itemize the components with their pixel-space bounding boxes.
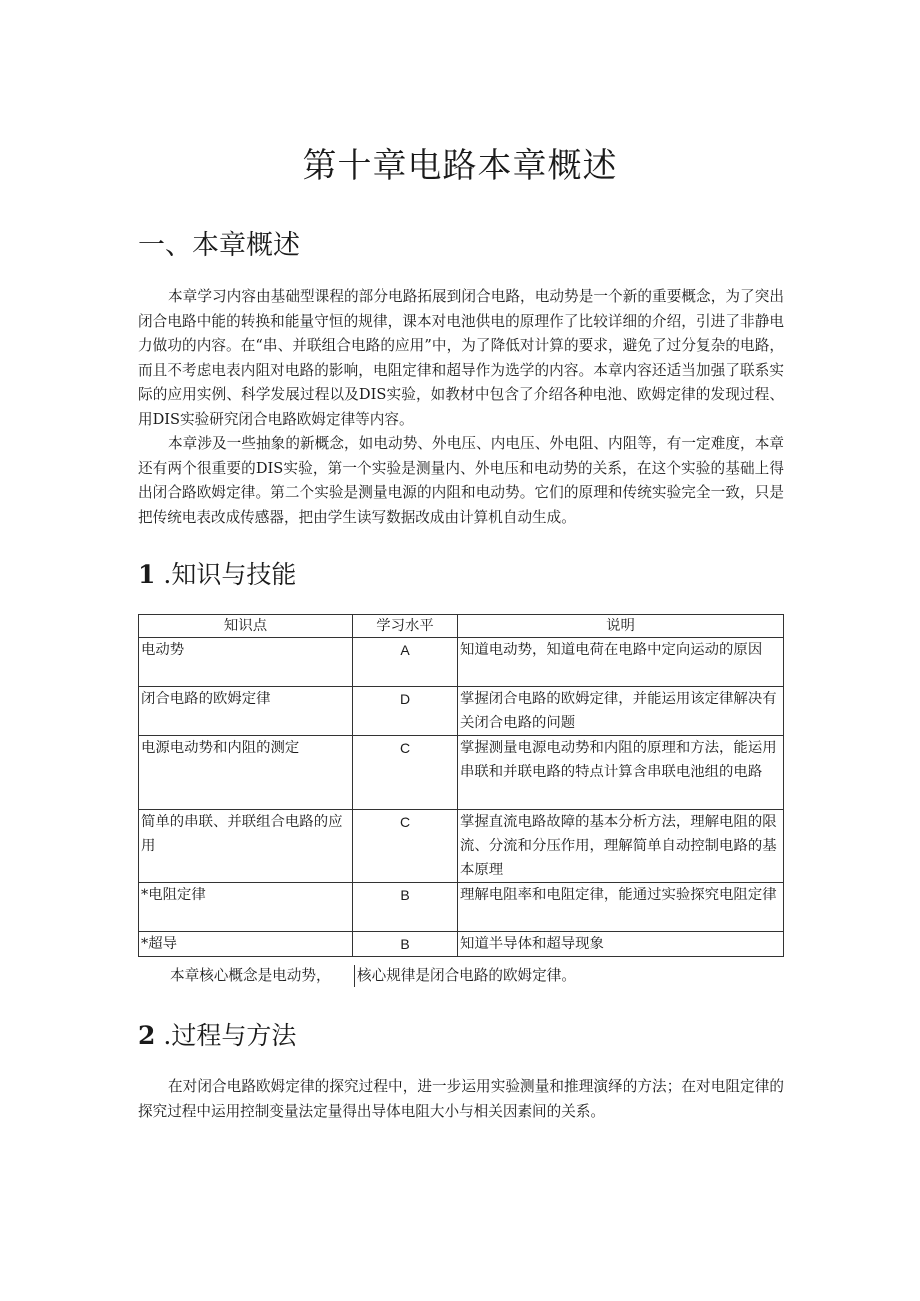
section-heading: 一、本章概述 [138, 230, 300, 261]
core-law-note: 核心规律是闭合电路的欧姆定律。 [357, 967, 576, 984]
cell-desc: 理解电阻率和电阻定律，能通过实验探究电阻定律 [458, 883, 784, 932]
overview-paragraph-2: 本章涉及一些抽象的新概念，如电动势、外电压、内电压、外电阻、内阻等，有一定难度，本章还有两个很重要的DIS实验，第一个实验是测量内、外电压和电动势的关系，在这个实验的基础上得出闭合路欧姆定律。第二个实验是测量电源的内阻和电动势。它们的原理和传统实验完全一致，只是把传统电表改成传感器，把由学生读写数据改成由计算机自动生成。 [138, 435, 784, 526]
cell-level: B [353, 883, 458, 932]
table-row [139, 687, 784, 736]
table-divider [354, 965, 355, 987]
cell-level: B [353, 932, 458, 957]
cell-desc: 掌握测量电源电动势和内阻的原理和方法，能运用串联和并联电路的特点计算含串联电池组的电路 [458, 736, 784, 810]
cell-level: A [353, 638, 458, 687]
subsection-title: .过程与方法 [163, 1021, 297, 1050]
header-knowledge-point: 知识点 [139, 615, 353, 638]
overview-paragraph-1: 本章学习内容由基础型课程的部分电路拓展到闭合电路，电动势是一个新的重要概念，为了突出闭合电路中能的转换和能量守恒的规律，课本对电池供电的原理作了比较详细的介绍，引进了非静电力做功的内容。在“串、并联组合电路的应用”中，为了降低对计算的要求，避免了过分复杂的电路，而且不考虑电表内阻对电路的影响，电阻定律和超导作为选学的内容。本章内容还适当加强了联系实际的应用实例、科学发展过程以及DIS实验，如教材中包含了介绍各种电池、欧姆定律的发现过程、用DIS实验研究闭合电路欧姆定律等内容。 [138, 288, 784, 428]
table-row [139, 736, 784, 810]
subsection-title: .知识与技能 [163, 560, 297, 589]
page-title: 第十章电路本章概述 [302, 146, 618, 186]
cell-desc: 掌握直流电路故障的基本分析方法，理解电阻的限流、分流和分压作用，理解简单自动控制电路的基本原理 [458, 810, 784, 883]
table-row [139, 883, 784, 932]
subsection-heading-knowledge [138, 555, 296, 591]
header-description: 说明 [458, 615, 784, 638]
cell-level: D [353, 687, 458, 736]
cell-desc: 知道半导体和超导现象 [458, 932, 784, 957]
cell-desc: 知道电动势，知道电荷在电路中定向运动的原因 [458, 638, 784, 687]
subsection-heading-process [138, 1016, 296, 1052]
cell-point: 电动势 [139, 638, 353, 687]
table-row [139, 810, 784, 883]
table-row [139, 638, 784, 687]
cell-point: *超导 [139, 932, 353, 957]
cell-point: *电阻定律 [139, 883, 353, 932]
cell-point: 电源电动势和内阻的测定 [139, 736, 353, 810]
knowledge-table [138, 614, 784, 957]
subsection-number: 1 [138, 560, 156, 589]
cell-level: C [353, 810, 458, 883]
cell-point: 简单的串联、并联组合电路的应用 [139, 810, 353, 883]
cell-desc: 掌握闭合电路的欧姆定律，并能运用该定律解决有关闭合电路的问题 [458, 687, 784, 736]
cell-point: 闭合电路的欧姆定律 [139, 687, 353, 736]
cell-level: C [353, 736, 458, 810]
header-learning-level: 学习水平 [353, 615, 458, 638]
subsection-number: 2 [138, 1021, 156, 1050]
table-header-row [139, 615, 784, 638]
core-concept-note: 本章核心概念是电动势， [170, 967, 331, 984]
table-row [139, 932, 784, 957]
process-paragraph: 在对闭合电路欧姆定律的探究过程中，进一步运用实验测量和推理演绎的方法；在对电阻定律的探究过程中运用控制变量法定量得出导体电阻大小与相关因素间的关系。 [138, 1078, 784, 1120]
